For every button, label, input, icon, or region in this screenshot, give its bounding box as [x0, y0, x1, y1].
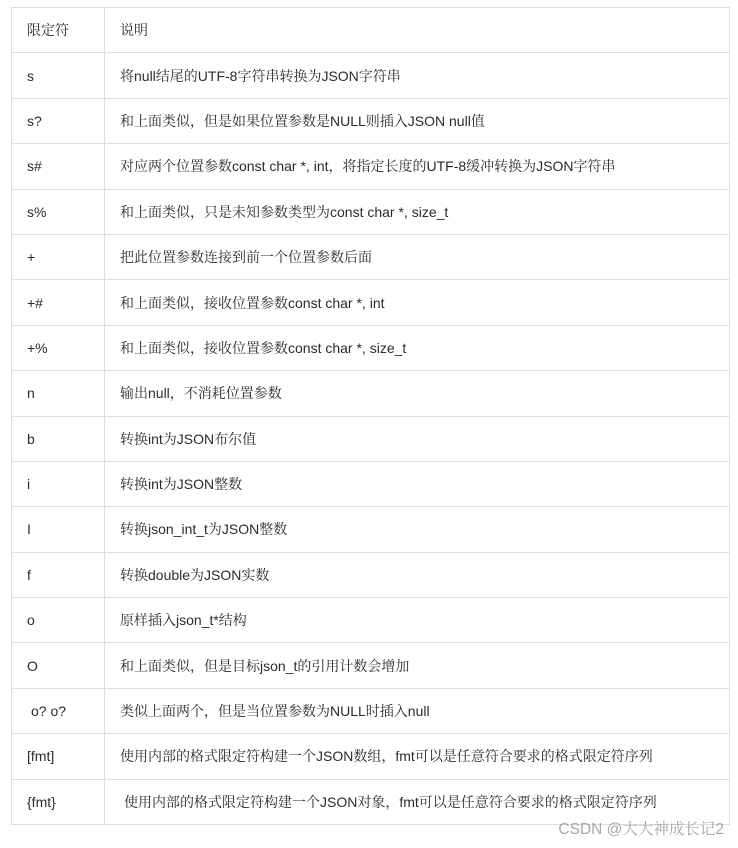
specifier-cell: +%	[12, 325, 105, 370]
table-row	[12, 144, 730, 189]
table-body	[12, 8, 730, 825]
table-row	[12, 325, 730, 370]
table-row	[12, 461, 730, 506]
table-header-row	[12, 8, 730, 53]
specifier-cell: O	[12, 643, 105, 688]
header-cell-description: 说明	[105, 8, 730, 53]
description-cell: 和上面类似，接收位置参数const char *, int	[105, 280, 730, 325]
specifier-cell: s	[12, 53, 105, 98]
description-cell: 对应两个位置参数const char *, int，将指定长度的UTF-8缓冲转换为JSON字符串	[105, 144, 730, 189]
specifier-cell: b	[12, 416, 105, 461]
header-cell-specifier: 限定符	[12, 8, 105, 53]
description-cell: 原样插入json_t*结构	[105, 598, 730, 643]
specifier-cell: [fmt]	[12, 734, 105, 779]
specifier-cell: +	[12, 234, 105, 279]
specifier-cell: i	[12, 461, 105, 506]
specifier-cell: o	[12, 598, 105, 643]
table-row	[12, 598, 730, 643]
table-row	[12, 371, 730, 416]
description-cell: 将null结尾的UTF-8字符串转换为JSON字符串	[105, 53, 730, 98]
specifier-cell: +#	[12, 280, 105, 325]
table-row	[12, 643, 730, 688]
specifier-cell: s%	[12, 189, 105, 234]
description-cell: 把此位置参数连接到前一个位置参数后面	[105, 234, 730, 279]
table-row	[12, 507, 730, 552]
description-cell: 使用内部的格式限定符构建一个JSON对象，fmt可以是任意符合要求的格式限定符序列	[105, 779, 730, 824]
table-row	[12, 98, 730, 143]
description-cell: 输出null，不消耗位置参数	[105, 371, 730, 416]
description-cell: 转换int为JSON布尔值	[105, 416, 730, 461]
description-cell: 和上面类似，只是未知参数类型为const char *, size_t	[105, 189, 730, 234]
specifier-cell: s#	[12, 144, 105, 189]
format-specifier-table	[11, 7, 730, 825]
description-cell: 转换double为JSON实数	[105, 552, 730, 597]
description-cell: 转换int为JSON整数	[105, 461, 730, 506]
specifier-cell: o? o?	[12, 688, 105, 733]
watermark: CSDN @大大神成长记2	[558, 821, 724, 838]
specifier-cell: s?	[12, 98, 105, 143]
table-row	[12, 416, 730, 461]
description-cell: 和上面类似，但是如果位置参数是NULL则插入JSON null值	[105, 98, 730, 143]
specifier-cell: n	[12, 371, 105, 416]
specifier-cell: I	[12, 507, 105, 552]
specifier-cell: f	[12, 552, 105, 597]
description-cell: 转换json_int_t为JSON整数	[105, 507, 730, 552]
table-row	[12, 734, 730, 779]
table-row	[12, 688, 730, 733]
description-cell: 和上面类似，接收位置参数const char *, size_t	[105, 325, 730, 370]
table-row	[12, 53, 730, 98]
description-cell: 和上面类似，但是目标json_t的引用计数会增加	[105, 643, 730, 688]
table-row	[12, 552, 730, 597]
specifier-cell: {fmt}	[12, 779, 105, 824]
description-cell: 使用内部的格式限定符构建一个JSON数组，fmt可以是任意符合要求的格式限定符序列	[105, 734, 730, 779]
table-row	[12, 189, 730, 234]
table-row	[12, 234, 730, 279]
description-cell: 类似上面两个，但是当位置参数为NULL时插入null	[105, 688, 730, 733]
table-row	[12, 280, 730, 325]
